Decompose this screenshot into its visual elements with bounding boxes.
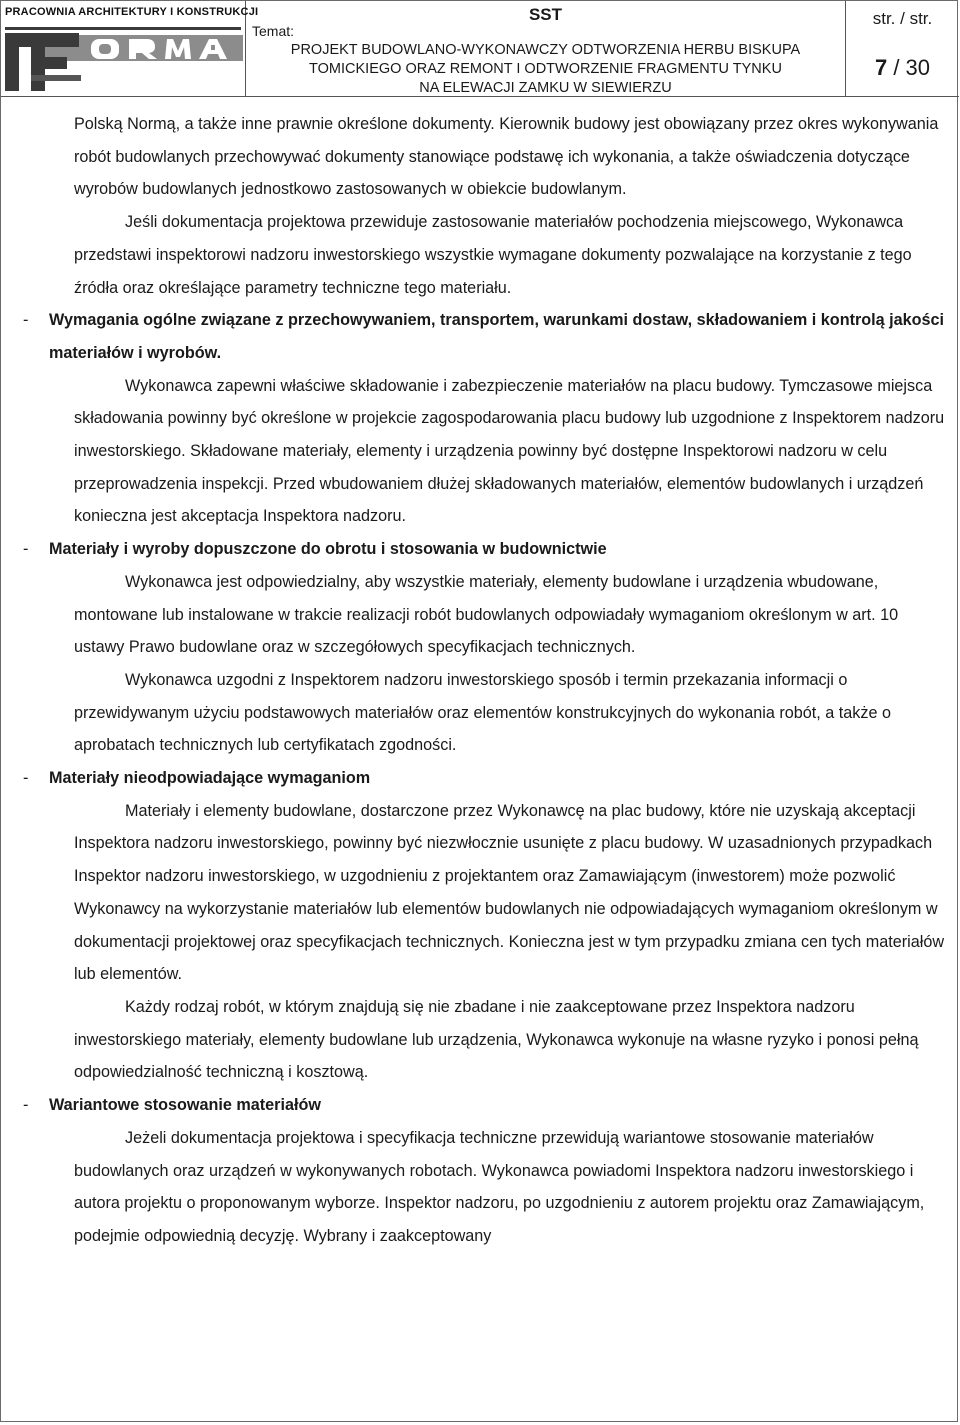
topic-line: NA ELEWACJI ZAMKU W SIEWIERZU (419, 80, 672, 96)
section-heading (23, 304, 945, 369)
topic-line: PROJEKT BUDOWLANO-WYKONAWCZY ODTWORZENIA HERBU BISKUPA (290, 42, 801, 58)
body-paragraph: Polską Normą, a także inne prawnie określone dokumenty. Kierownik budowy jest obowiązany przez okres wykonywania robót budowlanych przechowywać dokumenty stanowiące podstawę ich wykonania, a także oświadczenia dotyczące wyrobów budowlanych jednostkowo zastosowanych w obiekcie budowlanym. (74, 115, 939, 199)
document-body (23, 108, 945, 1253)
page-total: 30 (905, 55, 931, 80)
section-title: Materiały nieodpowiadające wymaganiom (49, 769, 371, 788)
page-number-box (846, 1, 959, 96)
header-topic (246, 1, 846, 96)
body-paragraph: Wykonawca uzgodni z Inspektorem nadzoru inwestorskiego sposób i termin przekazania informacji o przewidywanym użyciu podstawowych materiałów oraz elementów konstrukcyjnych do wykonania robót, a także o aprobatach technicznych lub certyfikatach zgodności. (74, 670, 891, 755)
page-separator: / (887, 55, 906, 80)
company-logo (1, 1, 259, 96)
section-heading (23, 1089, 945, 1122)
section-title: Materiały i wyroby dopuszczone do obrotu i stosowania w budownictwie (49, 540, 607, 559)
list-dash: - (23, 311, 29, 330)
logo-company-name: PRACOWNIA ARCHITEKTURY I KONSTRUKCJI (5, 6, 259, 18)
topic-label: Temat: (252, 23, 295, 39)
body-paragraph: Jeśli dokumentacja projektowa przewiduje zastosowanie materiałów pochodzenia miejscowego, Wykonawca przedstawi inspektorowi nadzoru inwestorskiego wszystkie wymagane dokumenty pozwalające na korzystanie z tego źródła oraz określające parametry techniczne tego materiału. (74, 213, 912, 297)
section-heading (23, 762, 945, 795)
body-paragraph: Każdy rodzaj robót, w którym znajdują się nie zbadane i nie zaakceptowane przez Inspektora nadzoru inwestorskiego materiały, elementy budowlane lub urządzenia, Wykonawca wykonuje na własne ryzyko i ponosi pełną odpowiedzialność techniczną i kosztową. (74, 997, 919, 1082)
page-current: 7 (874, 55, 888, 80)
forma-logo-mark (5, 23, 243, 93)
body-paragraph: Jeżeli dokumentacja projektowa i specyfikacja techniczne przewidują wariantowe stosowanie materiałów budowlanych oraz urządzeń w wykonywanych robotach. Wykonawca powiadomi Inspektora nadzoru inwestorskiego i autora projektu o proponowanym wyborze. Inspektor nadzoru, po uzgodnieniu z autorem projektu oraz Zamawiającym, podejmie odpowiednią decyzję. Wybrany i zaakceptowany (74, 1128, 925, 1245)
page-header (1, 1, 959, 97)
body-paragraph: Wykonawca jest odpowiedzialny, aby wszystkie materiały, elementy budowlane i urządzenia wbudowane, montowane lub instalowane w trakcie realizacji robót budowlanych odpowiadały wymaganiom określonym w art. 10 ustawy Prawo budowlane oraz w szczegółowych specyfikacjach technicznych. (74, 572, 899, 657)
page-number (846, 55, 959, 81)
list-dash: - (23, 769, 29, 788)
section-heading (23, 533, 945, 566)
doc-code: SST (528, 5, 563, 24)
topic-line: TOMICKIEGO ORAZ REMONT I ODTWORZENIE FRAGMENTU TYNKU (309, 61, 782, 77)
body-paragraph: Wykonawca zapewni właściwe składowanie i zabezpieczenie materiałów na placu budowy. Tymczasowe miejsca składowania powinny być określone w projekcie zagospodarowania placu budowy lub uzgodnione z Inspektorem nadzoru inwestorskiego. Składowane materiały, elementy i urządzenia powinny być dostępne Inspektorowi nadzoru w celu przeprowadzenia inspekcji. Przed wbudowaniem dłużej składowanych materiałów, elementów budowlanych i urządzeń konieczna jest akceptacja Inspektora nadzoru. (74, 376, 945, 526)
page-label: str. / str. (872, 9, 933, 28)
list-dash: - (23, 1096, 29, 1115)
section-title: Wymagania ogólne związane z przechowywaniem, transportem, warunkami dostaw, składowaniem i kontrolą jakości materiałów i wyrobów. (49, 311, 945, 362)
topic-text (246, 41, 845, 98)
list-dash: - (23, 540, 29, 559)
section-title: Wariantowe stosowanie materiałów (49, 1096, 321, 1115)
body-paragraph: Materiały i elementy budowlane, dostarczone przez Wykonawcę na plac budowy, które nie uzyskają akceptacji Inspektora nadzoru inwestorskiego, powinny być niezwłocznie usunięte z placu budowy. W uzasadnionych przypadkach Inspektor nadzoru inwestorskiego, w uzgodnieniu z projektantem oraz Zamawiającym (inwestorem) może pozwolić Wykonawcy na wykorzystanie materiałów lub elementów budowlanych nie odpowiadających wymaganiom określonym w dokumentacji projektowej oraz specyfikacjach technicznych. Konieczna jest w tym przypadku zmiana cen tych materiałów lub elementów. (74, 801, 945, 984)
